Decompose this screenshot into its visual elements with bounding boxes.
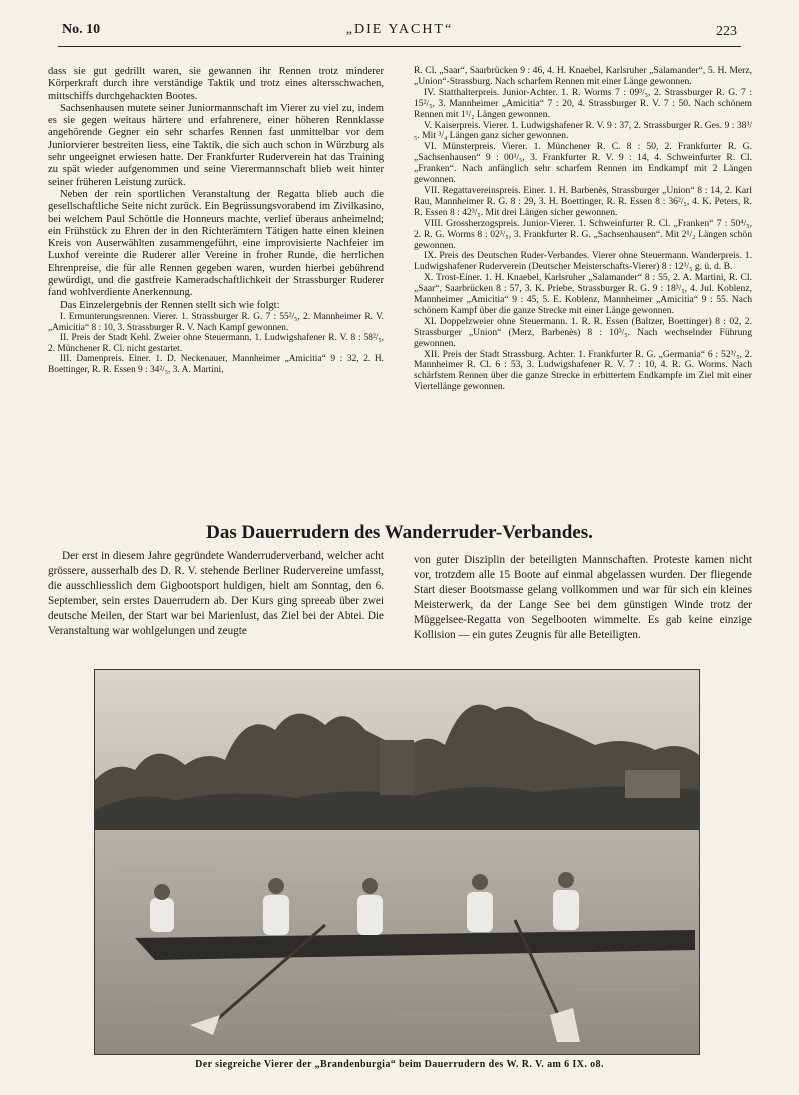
result-entry: X. Trost-Einer. 1. H. Knaebel, Karlsruher „Salamander“ 8 : 55, 2. A. Martini, R. Cl. „Saar“, Saarbrücken 8 : 57, 3. K. Priebe, Strassburger R. G. 9 : 18³/₅, 4. Jul. Koblenz, Mannheimer „Amicitia“ 9 : 45, 5. E. Koblenz, Mannheimer „Amicitia“ 9 : 55. Nach schönem Kampf über die ganze Strecke mit einer Länge gewonnen. xyxy=(414,272,752,316)
photo-caption: Der siegreiche Vierer der „Brandenburgia“ beim Dauerrudern des W. R. V. am 6 IX. o8. xyxy=(195,1059,604,1070)
result-entry: IX. Preis des Deutschen Ruder-Verbandes. Vierer ohne Steuermann. Wanderpreis. 1. Ludwigshafener Ruderverein (Deutscher Meisterschafts-Vierer) 8 : 12³/₅ g. ü. d. B. xyxy=(414,250,752,273)
rowing-photograph xyxy=(94,669,700,1055)
paragraph: dass sie gut gedrillt waren, sie gewannen ihr Rennen trotz minderer Körperkraft durch ihre verständige Taktik und trotz eines altersschwachen, mittschiffs durchgehackten Bootes. xyxy=(48,66,384,102)
issue-number: No. 10 xyxy=(62,22,101,37)
paragraph: von guter Disziplin der beteiligten Mannschaften. Proteste kamen nicht vor, trotzdem alle 15 Boote auf einmal abgelassen wurden. Der fliegende Start dieser Bootsmasse gelang vollkommen und war für sich ein kleines Meisterwerk, da der Lange See bei dem günstigen Winde trotz der Müggelsee-Regatta von Segelbooten wimmelte. Es gab keine einzige Kollision — ein gutes Zeugnis für alle Beteiligten. xyxy=(414,554,752,641)
result-entry: XI. Doppelzweier ohne Steuermann. 1. R. R. Essen (Baltzer, Boettinger) 8 : 02, 2. Strassburger „Union“ (Merz, Barbenès) 8 : 10³/₅. Nach wechselnder Führung gewonnen. xyxy=(414,315,752,349)
result-entry: III. Damenpreis. Einer. 1. D. Neckenauer, Mannheimer „Amicitia“ 9 : 32, 2. H. Boettinger, R. R. Essen 9 : 34²/₅, 3. A. Martini, xyxy=(48,354,384,375)
left-column xyxy=(48,66,384,376)
result-entry: VIII. Grossherzogspreis. Junior-Vierer. 1. Schweinfurter R. Cl. „Franken“ 7 : 50⁴/₅, 2. R. G. Worms 8 : 02³/₅, 3. Frankfurter R. G. „Sachsenhausen“. Mit 2¹/₂ Längen schön gewonnen. xyxy=(414,217,752,251)
result-entry: V. Kaiserpreis. Vierer. 1. Ludwigshafener R. V. 9 : 37, 2. Strassburger R. Ges. 9 : 38³/₅. Mit ³/₄ Längen ganz sicher gewonnen. xyxy=(414,119,752,142)
right-column xyxy=(414,66,752,393)
result-entry: I. Ermunterungsrennen. Vierer. 1. Strassburger R. G. 7 : 55²/₅, 2. Mannheimer R. V. „Amicitia“ 8 : 10, 3. Strassburger R. V. Nach Kampf gewonnen. xyxy=(48,311,384,333)
article-heading: Das Dauerrudern des Wanderruder-Verbandes. xyxy=(206,522,593,543)
result-entry: VI. Münsterpreis. Vierer. 1. Münchener R. C. 8 : 50, 2. Frankfurter R. G. „Sachsenhausen“ 9 : 00³/₅, 3. Frankfurter R. V. 9 : 14, 4. Schweinfurter R. Cl. „Franken“. Nach anfänglich sehr scharfem Rennen im Endkampf mit 2 Längen gewonnen. xyxy=(414,141,752,186)
paragraph: Das Einzelergebnis der Rennen stellt sich wie folgt: xyxy=(60,299,280,311)
result-entry: XII. Preis der Stadt Strassburg. Achter. 1. Frankfurter R. G. „Germania“ 6 : 52³/₅, 2. Mannheimer R. Cl. 6 : 53, 3. Ludwigshafener R. V. 7 : 10, 4. R. G. Worms. Nach schärfstem Rennen über die ganze Strecke in erbittertem Endkampfe im Ziel mit einer Viertellänge gewonnen. xyxy=(414,348,752,393)
page-header xyxy=(58,22,741,47)
paragraph: Sachsenhausen mutete seiner Juniormannschaft im Vierer zu viel zu, indem es sie gegen weitaus härtere und erfahrenere, einer höheren Rennklasse angehörende Gegner ein sehr scharfes Rennen fast unmittelbar vor dem Juniorvierer bestreiten liess, eine Taktik, die sich auch schon in Würzburg als sehr ungeeignet erwiesen hatte. Der Frankfurter Ruderverein hat das Training zu spät wieder aufgenommen und seine Vierermannschaft blieb weit hinter seiner früheren Leistung zurück. xyxy=(48,102,384,188)
magazine-title: „DIE YACHT“ xyxy=(345,22,454,37)
article-left-column xyxy=(48,549,384,639)
page-number: 223 xyxy=(716,24,737,39)
results-list xyxy=(48,312,384,376)
result-entry: IV. Statthalterpreis. Junior-Achter. 1. R. Worms 7 : 09³/₅, 2. Strassburger R. G. 7 : 15²/₅, 3. Mannheimer „Amicitia“ 7 : 20, 4. Strassburger R. V. 7 : 50. Nach schönem Rennen mit 1¹/₂ Längen gewonnen. xyxy=(414,86,752,120)
paragraph: Der erst in diesem Jahre gegründete Wanderruderverband, welcher acht grössere, ausserhalb des D. R. V. stehende Berliner Rudervereine umfasst, die ausschliesslich dem Gigbootsport huldigen, hielt am Sonntag, den 6. September, sein erstes Dauerrudern ab. Der Kurs ging spreeab über zwei deutsche Meilen, der Start war bei Marienlust, das Ziel bei der Abtei. Die Veranstaltung war wohlgelungen und zeugte xyxy=(48,550,384,637)
result-entry: VII. Regattavereinspreis. Einer. 1. H. Barbenès, Strassburger „Union“ 8 : 14, 2. Karl Rau, Mannheimer R. G. 8 : 29, 3. H. Boettinger, R. R. Essen 8 : 36²/₅, 4. K. Peters, R. R. Essen 8 : 42³/₅. Mit drei Längen sicher gewonnen. xyxy=(414,184,752,218)
rowing-scene-illustration xyxy=(95,670,699,1054)
result-entry: R. Cl. „Saar“, Saarbrücken 9 : 46, 4. H. Knaebel, Karlsruher „Salamander“, 5. H. Merz, „Union“-Strassburg. Nach scharfem Rennen mit einer Länge gewonnen. xyxy=(414,65,752,87)
paragraph: Neben der rein sportlichen Veranstaltung der Regatta blieb auch die gesellschaftliche Seite nicht zurück. Ein Begrüssungsvorabend im Zivilkasino, bei welchem Paul Schöttle die Honneurs machte, verlief überaus anheimelnd; ein Frühstück zu Ehren der in den Richterämtern Tätigen hatte einen kleinen Kreis von Auserwählten zusammengeführt, eine improvisierte Nachfeier im Luxhof vereinte die Ruderer aller Vereine in froher Runde, die herrlichen Ehrenpreise, die für alle Rennen gegeben waren, wurden hierbei gebührend gewürdigt, und die gastfreie Kameradschaftlichkeit der Strassburger Ruderer fand wohlverdiente Anerkennung. xyxy=(48,188,384,299)
article-right-column xyxy=(414,553,752,643)
result-entry: II. Preis der Stadt Kehl. Zweier ohne Steuermann. 1. Ludwigshafener R. V. 8 : 58²/₅, 2. Münchener R. Cl. nicht gestartet. xyxy=(48,333,384,354)
